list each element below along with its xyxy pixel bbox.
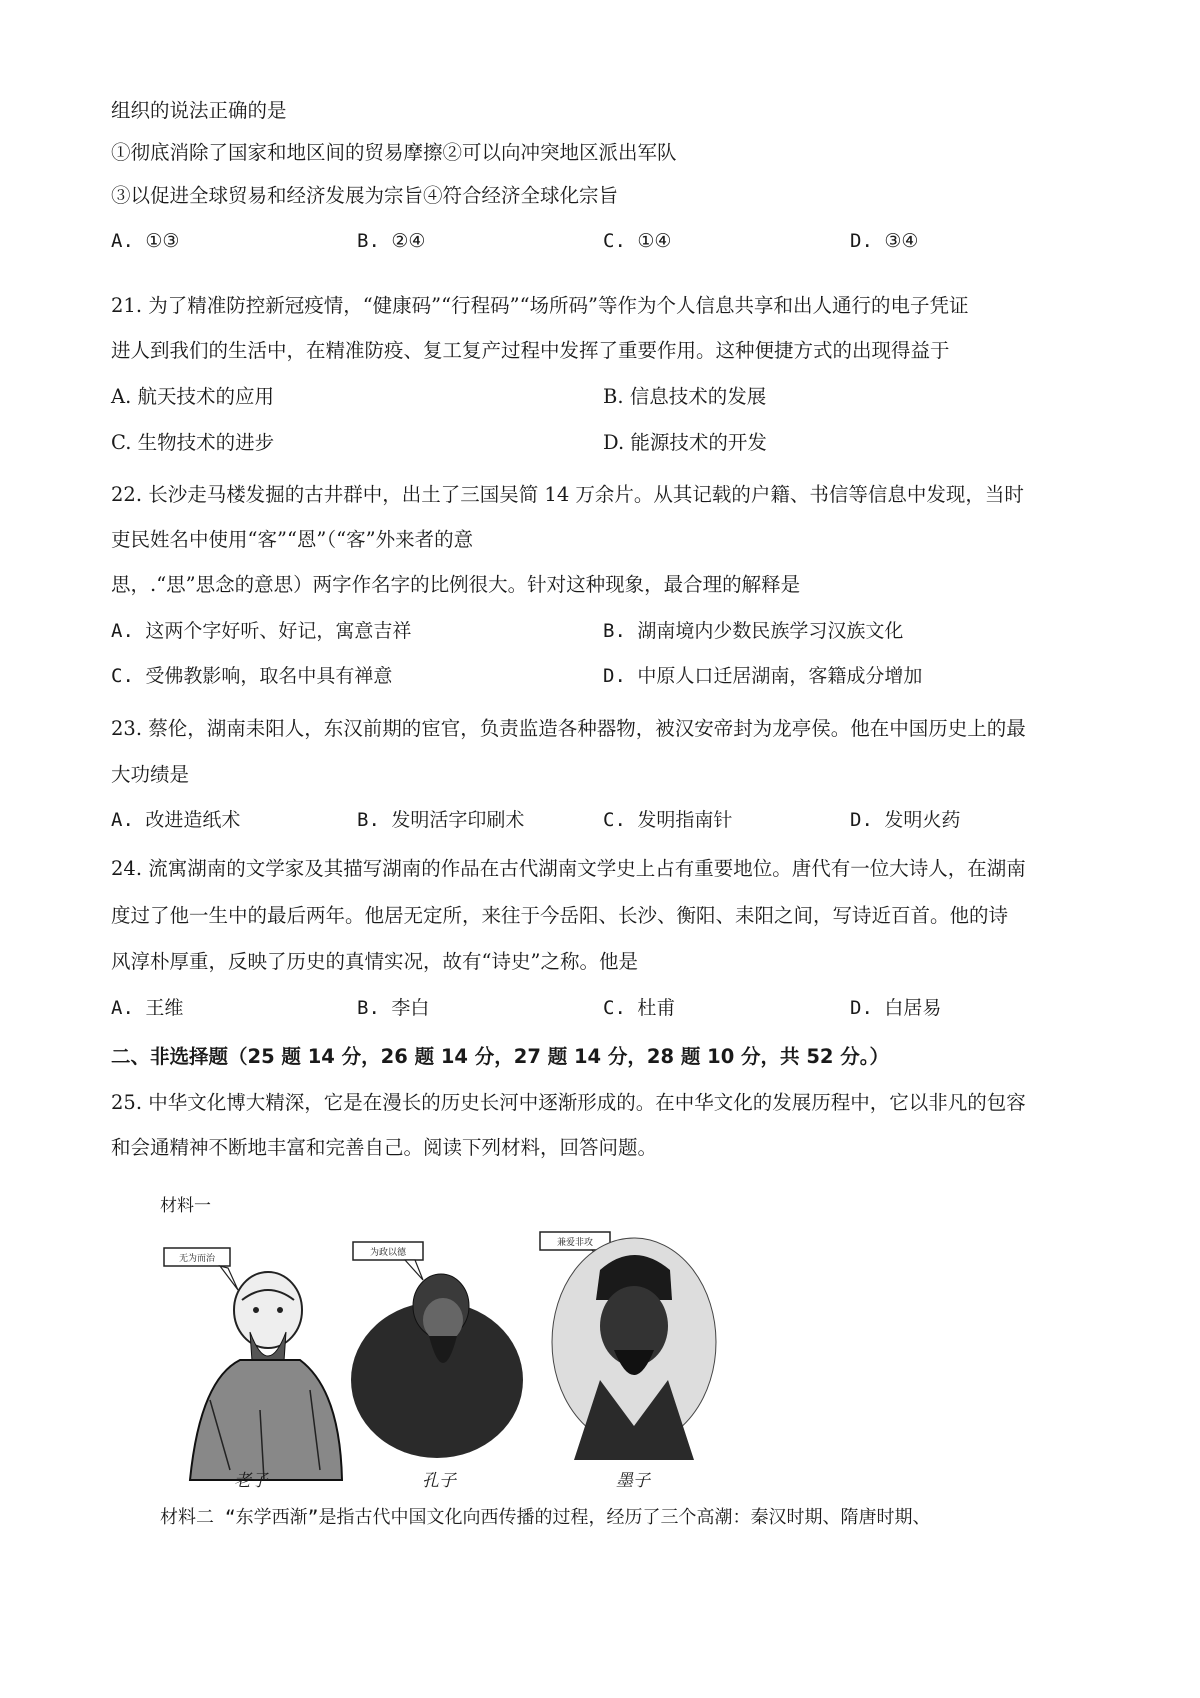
q24-stem-line-1: 24. 流寓湖南的文学家及其描写湖南的作品在古代湖南文学史上占有重要地位。唐代有一位大诗人，在湖南: [111, 857, 1026, 880]
q22-stem-line-3: 思，.“思”思念的意思）两字作名字的比例很大。针对这种现象，最合理的解释是: [111, 573, 801, 596]
q24-stem-line-2: 度过了他一生中的最后两年。他居无定所，来往于今岳阳、长沙、衡阳、耒阳之间，写诗近百首。他的诗: [111, 904, 1009, 927]
q21-option-b: B. 信息技术的发展: [603, 385, 767, 408]
q22-option-a: A. 这两个字好听、好记，寓意吉祥: [111, 620, 412, 642]
q24-option-d: D. 白居易: [850, 997, 942, 1019]
laozi-bubble: 无为而治: [178, 1254, 216, 1264]
q20-option-c: C. ①④: [603, 230, 672, 252]
q20-stem-tail: 组织的说法正确的是: [111, 99, 287, 122]
q20-statement-1: ①彻底消除了国家和地区间的贸易摩擦②可以向冲突地区派出军队: [111, 141, 677, 164]
mozi-portrait: [530, 1230, 720, 1480]
q22-option-c: C. 受佛教影响，取名中具有禅意: [111, 665, 393, 687]
material-2-text: 材料二 “东学西渐”是指古代中国文化向西传播的过程，经历了三个高潮：秦汉时期、隋唐时期、: [160, 1507, 931, 1528]
laozi-caption: 老子: [234, 1471, 268, 1491]
confucius-bubble: 为政以德: [369, 1248, 407, 1258]
q23-option-d: D. 发明火药: [850, 809, 961, 831]
mozi-bubble: 兼爱非攻: [556, 1238, 594, 1248]
q23-option-b: B. 发明活字印刷术: [357, 809, 525, 831]
q23-option-c: C. 发明指南针: [603, 809, 733, 831]
q21-option-c: C. 生物技术的进步: [111, 431, 275, 454]
mozi-caption: 墨子: [616, 1471, 650, 1491]
q21-stem-line-2: 进人到我们的生活中，在精准防疫、复工复产过程中发挥了重要作用。这种便捷方式的出现得益于: [111, 339, 950, 362]
q23-stem-line-1: 23. 蔡伦，湖南耒阳人，东汉前期的宦官，负责监造各种器物，被汉安帝封为龙亭侯。他在中国历史上的最: [111, 717, 1026, 740]
q20-option-a: A. ①③: [111, 230, 180, 252]
q23-stem-line-2: 大功绩是: [111, 763, 190, 786]
q25-stem-line-2: 和会通精神不断地丰富和完善自己。阅读下列材料，回答问题。: [111, 1136, 658, 1159]
q21-option-d: D. 能源技术的开发: [603, 431, 767, 454]
q21-stem-line-1: 21. 为了精准防控新冠疫情，“健康码”“行程码”“场所码”等作为个人信息共享和出人通行的电子凭证: [111, 294, 969, 317]
q23-option-a: A. 改进造纸术: [111, 809, 241, 831]
q21-option-a: A. 航天技术的应用: [111, 385, 274, 408]
laozi-portrait: [160, 1240, 350, 1490]
q24-stem-line-3: 风淳朴厚重，反映了历史的真情实况，故有“诗史”之称。他是: [111, 950, 638, 973]
material-1-label: 材料一: [160, 1196, 211, 1216]
q25-stem-line-1: 25. 中华文化博大精深，它是在漫长的历史长河中逐渐形成的。在中华文化的发展历程中，它以非凡的包容: [111, 1091, 1026, 1114]
q22-stem-line-1: 22. 长沙走马楼发掘的古井群中，出土了三国吴简 14 万余片。从其记载的户籍、书信等信息中发现，当时: [111, 483, 1024, 506]
confucius-portrait: [345, 1240, 525, 1490]
q24-option-c: C. 杜甫: [603, 997, 676, 1019]
q22-option-b: B. 湖南境内少数民族学习汉族文化: [603, 620, 904, 642]
confucius-caption: 孔子: [422, 1471, 456, 1491]
q20-option-d: D. ③④: [850, 230, 919, 252]
q24-option-b: B. 李白: [357, 997, 430, 1019]
q20-option-b: B. ②④: [357, 230, 426, 252]
material-1-figure: [160, 1240, 720, 1490]
q24-option-a: A. 王维: [111, 997, 184, 1019]
q20-statement-2: ③以促进全球贸易和经济发展为宗旨④符合经济全球化宗旨: [111, 184, 619, 207]
q22-option-d: D. 中原人口迁居湖南，客籍成分增加: [603, 665, 923, 687]
q22-stem-line-2: 吏民姓名中使用“客”“恩”（“客”外来者的意: [111, 528, 474, 551]
section-2-heading: 二、非选择题（25 题 14 分，26 题 14 分，27 题 14 分，28 题 10 分，共 52 分。）: [111, 1045, 890, 1068]
